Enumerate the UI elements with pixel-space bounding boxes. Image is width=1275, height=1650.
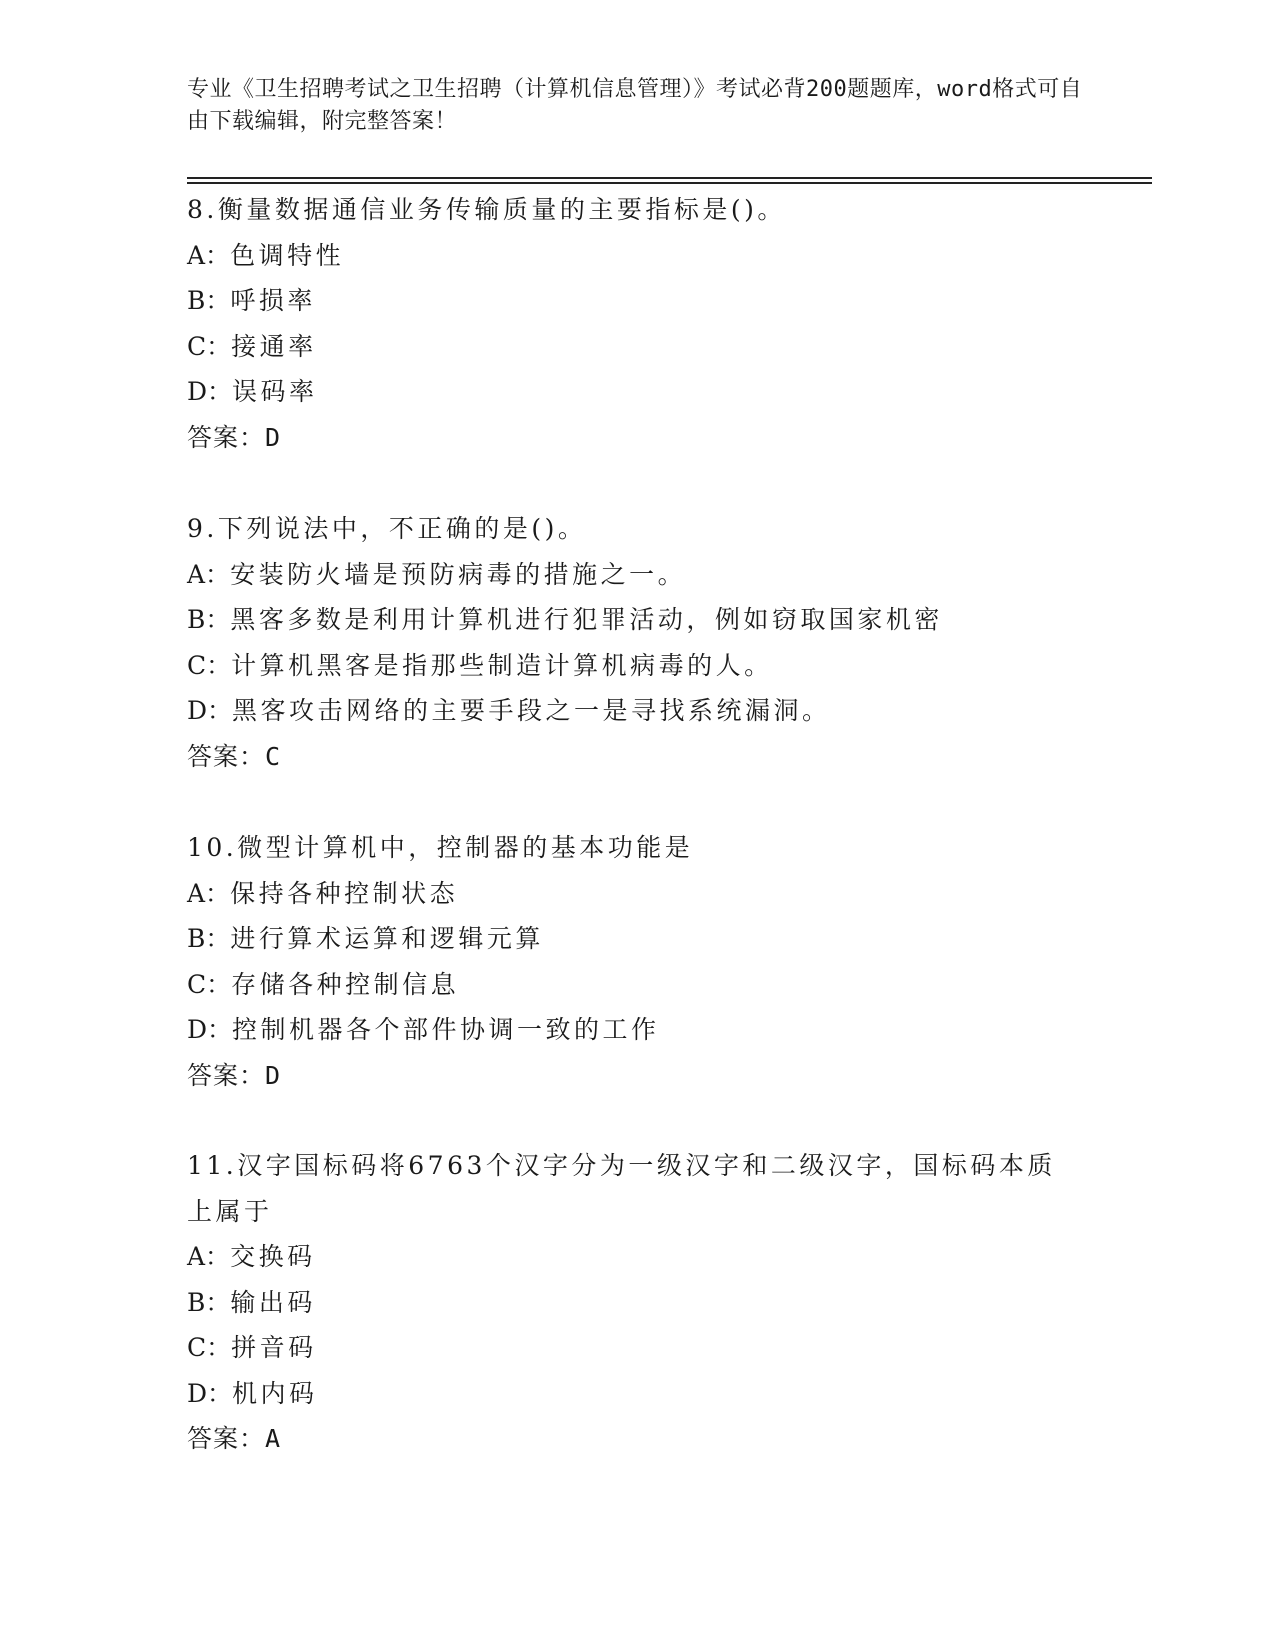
option-key: A： — [187, 1242, 231, 1271]
option-c — [187, 643, 1107, 689]
option-text: 输出码 — [230, 1287, 316, 1317]
option-text: 机内码 — [232, 1378, 318, 1408]
option-key: C： — [187, 969, 232, 999]
option-text: 安装防火墙是预防病毒的措施之一。 — [230, 559, 687, 589]
option-d — [187, 369, 1107, 415]
answer-value: C — [265, 741, 282, 771]
option-d — [187, 1007, 1107, 1053]
option-a — [187, 1234, 1107, 1280]
option-text: 黑客攻击网络的主要手段之一是寻找系统漏洞。 — [232, 696, 831, 725]
option-key: A： — [187, 559, 231, 589]
document-header: 专业《卫生招聘考试之卫生招聘（计算机信息管理）》考试必背200题题库，word格式可自由下载编辑，附完整答案！ — [187, 77, 1083, 134]
answer-label: 答案： — [187, 741, 266, 771]
option-key: D： — [187, 1015, 233, 1044]
option-key: B： — [187, 605, 231, 634]
answer-label: 答案： — [187, 1060, 266, 1090]
option-text: 存储各种控制信息 — [231, 969, 460, 999]
option-text: 拼音码 — [231, 1333, 317, 1362]
option-text: 误码率 — [232, 377, 318, 406]
question-9 — [187, 506, 1107, 779]
option-key: B： — [187, 286, 231, 315]
question-stem: 9.下列说法中，不正确的是()。 — [187, 514, 587, 543]
question-stem: 11.汉字国标码将6763个汉字分为一级汉字和二级汉字，国标码本质上属于 — [187, 1151, 1056, 1226]
answer-label: 答案： — [187, 1424, 266, 1453]
option-d — [187, 688, 1107, 734]
option-c — [187, 1325, 1107, 1371]
answer-value: D — [265, 1060, 282, 1090]
option-key: D： — [187, 696, 233, 725]
option-text: 交换码 — [230, 1242, 316, 1271]
option-text: 进行算术运算和逻辑元算 — [230, 924, 544, 953]
option-b — [187, 278, 1107, 324]
option-key: B： — [187, 924, 231, 953]
option-b — [187, 1280, 1107, 1326]
question-8 — [187, 187, 1107, 460]
option-key: A： — [187, 240, 231, 270]
option-a — [187, 233, 1107, 279]
option-text: 接通率 — [231, 331, 317, 361]
option-d — [187, 1371, 1107, 1417]
option-text: 色调特性 — [230, 240, 345, 270]
answer-label: 答案： — [187, 422, 266, 452]
option-a — [187, 552, 1107, 598]
option-text: 控制机器各个部件协调一致的工作 — [232, 1015, 660, 1044]
option-c — [187, 962, 1107, 1008]
option-text: 呼损率 — [230, 286, 316, 315]
option-text: 保持各种控制状态 — [230, 878, 459, 908]
question-stem: 8.衡量数据通信业务传输质量的主要指标是()。 — [187, 195, 786, 224]
question-11 — [187, 1143, 1107, 1462]
option-key: C： — [187, 650, 232, 680]
question-stem: 10.微型计算机中，控制器的基本功能是 — [187, 833, 694, 862]
option-c — [187, 324, 1107, 370]
answer-value: A — [265, 1424, 282, 1453]
option-key: C： — [187, 331, 232, 361]
answer-line — [187, 415, 1107, 461]
option-key: D： — [187, 1378, 233, 1408]
option-key: C： — [187, 1333, 232, 1362]
option-text: 黑客多数是利用计算机进行犯罪活动，例如窃取国家机密 — [230, 605, 943, 634]
option-key: B： — [187, 1287, 231, 1317]
header-divider-top — [187, 177, 1152, 179]
answer-line — [187, 734, 1107, 780]
option-text: 计算机黑客是指那些制造计算机病毒的人。 — [231, 650, 773, 680]
option-key: A： — [187, 878, 231, 908]
header-divider-bottom — [187, 182, 1152, 184]
answer-line — [187, 1416, 1107, 1462]
question-10 — [187, 825, 1107, 1098]
option-a — [187, 871, 1107, 917]
option-key: D： — [187, 377, 233, 406]
answer-value: D — [265, 422, 282, 452]
option-b — [187, 597, 1107, 643]
answer-line — [187, 1053, 1107, 1099]
option-b — [187, 916, 1107, 962]
